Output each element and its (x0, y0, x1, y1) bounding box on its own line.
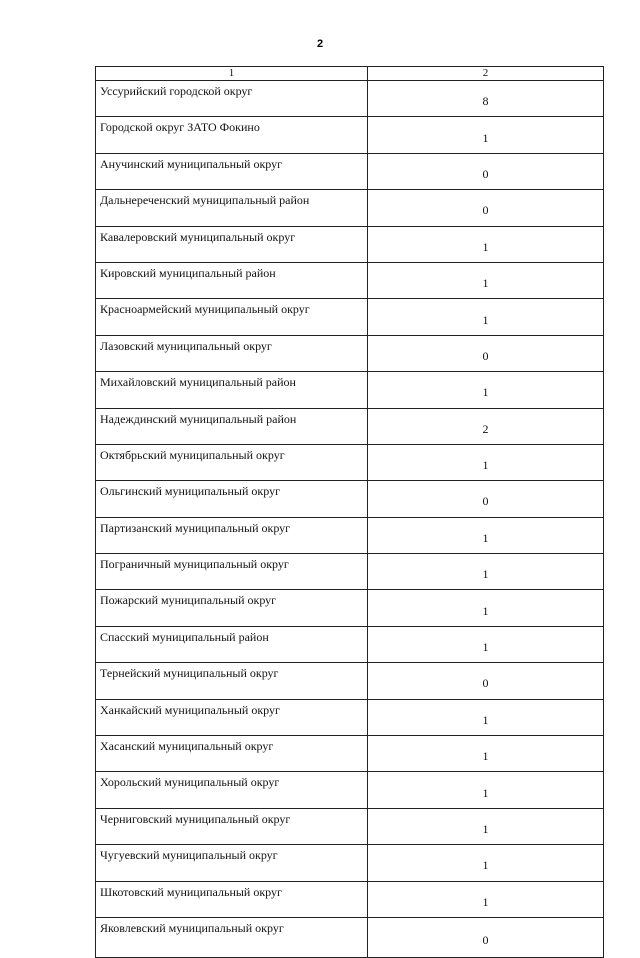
municipality-name-cell: Черниговский муниципальный округ (96, 808, 368, 844)
municipality-name-cell: Кавалеровский муниципальный округ (96, 226, 368, 262)
municipality-name-cell: Хорольский муниципальный округ (96, 772, 368, 808)
municipality-name-cell: Михайловский муниципальный район (96, 372, 368, 408)
column-header-2: 2 (368, 67, 604, 81)
table-row (96, 444, 604, 480)
table-row (96, 372, 604, 408)
count-value-cell: 0 (368, 153, 604, 189)
table-row (96, 262, 604, 298)
municipality-name-cell: Пожарский муниципальный округ (96, 590, 368, 626)
municipality-name-cell: Октябрьский муниципальный округ (96, 444, 368, 480)
municipality-name-cell: Уссурийский городской округ (96, 81, 368, 117)
count-value-cell: 1 (368, 299, 604, 335)
count-value-cell: 1 (368, 226, 604, 262)
column-header-1: 1 (96, 67, 368, 81)
count-value-cell: 1 (368, 772, 604, 808)
municipality-name-cell: Анучинский муниципальный округ (96, 153, 368, 189)
table-row (96, 590, 604, 626)
table-row (96, 190, 604, 226)
table-row (96, 117, 604, 153)
table-row (96, 881, 604, 917)
municipality-table (95, 66, 604, 958)
table-row (96, 663, 604, 699)
count-value-cell: 1 (368, 517, 604, 553)
municipality-name-cell: Красноармейский муниципальный округ (96, 299, 368, 335)
table-row (96, 299, 604, 335)
page-number: 2 (316, 38, 324, 50)
count-value-cell: 1 (368, 262, 604, 298)
table-row (96, 808, 604, 844)
table-row (96, 772, 604, 808)
municipality-name-cell: Пограничный муниципальный округ (96, 554, 368, 590)
municipality-name-cell: Партизанский муниципальный округ (96, 517, 368, 553)
table-row (96, 554, 604, 590)
municipality-name-cell: Спасский муниципальный район (96, 626, 368, 662)
municipality-name-cell: Яковлевский муниципальный округ (96, 917, 368, 957)
count-value-cell: 1 (368, 845, 604, 881)
table-row (96, 917, 604, 957)
count-value-cell: 1 (368, 699, 604, 735)
municipality-name-cell: Шкотовский муниципальный округ (96, 881, 368, 917)
municipality-name-cell: Ольгинский муниципальный округ (96, 481, 368, 517)
table-row (96, 517, 604, 553)
count-value-cell: 0 (368, 917, 604, 957)
table-row (96, 481, 604, 517)
count-value-cell: 1 (368, 117, 604, 153)
count-value-cell: 2 (368, 408, 604, 444)
count-value-cell: 1 (368, 881, 604, 917)
table-row (96, 81, 604, 117)
table-row (96, 335, 604, 371)
table-row (96, 226, 604, 262)
count-value-cell: 1 (368, 444, 604, 480)
table-row (96, 845, 604, 881)
table-row (96, 408, 604, 444)
municipality-name-cell: Надеждинский муниципальный район (96, 408, 368, 444)
municipality-name-cell: Кировский муниципальный район (96, 262, 368, 298)
count-value-cell: 1 (368, 590, 604, 626)
count-value-cell: 1 (368, 626, 604, 662)
municipality-name-cell: Лазовский муниципальный округ (96, 335, 368, 371)
table-row (96, 699, 604, 735)
municipality-name-cell: Дальнереченский муниципальный район (96, 190, 368, 226)
municipality-name-cell: Тернейский муниципальный округ (96, 663, 368, 699)
table-row (96, 626, 604, 662)
table-row (96, 736, 604, 772)
table-body (96, 67, 604, 958)
count-value-cell: 1 (368, 554, 604, 590)
count-value-cell: 0 (368, 663, 604, 699)
table-header-row (96, 67, 604, 81)
count-value-cell: 1 (368, 808, 604, 844)
municipality-name-cell: Чугуевский муниципальный округ (96, 845, 368, 881)
municipality-name-cell: Городской округ ЗАТО Фокино (96, 117, 368, 153)
count-value-cell: 1 (368, 372, 604, 408)
count-value-cell: 0 (368, 481, 604, 517)
count-value-cell: 1 (368, 736, 604, 772)
municipality-name-cell: Ханкайский муниципальный округ (96, 699, 368, 735)
municipality-name-cell: Хасанский муниципальный округ (96, 736, 368, 772)
table-row (96, 153, 604, 189)
count-value-cell: 0 (368, 335, 604, 371)
count-value-cell: 8 (368, 81, 604, 117)
count-value-cell: 0 (368, 190, 604, 226)
